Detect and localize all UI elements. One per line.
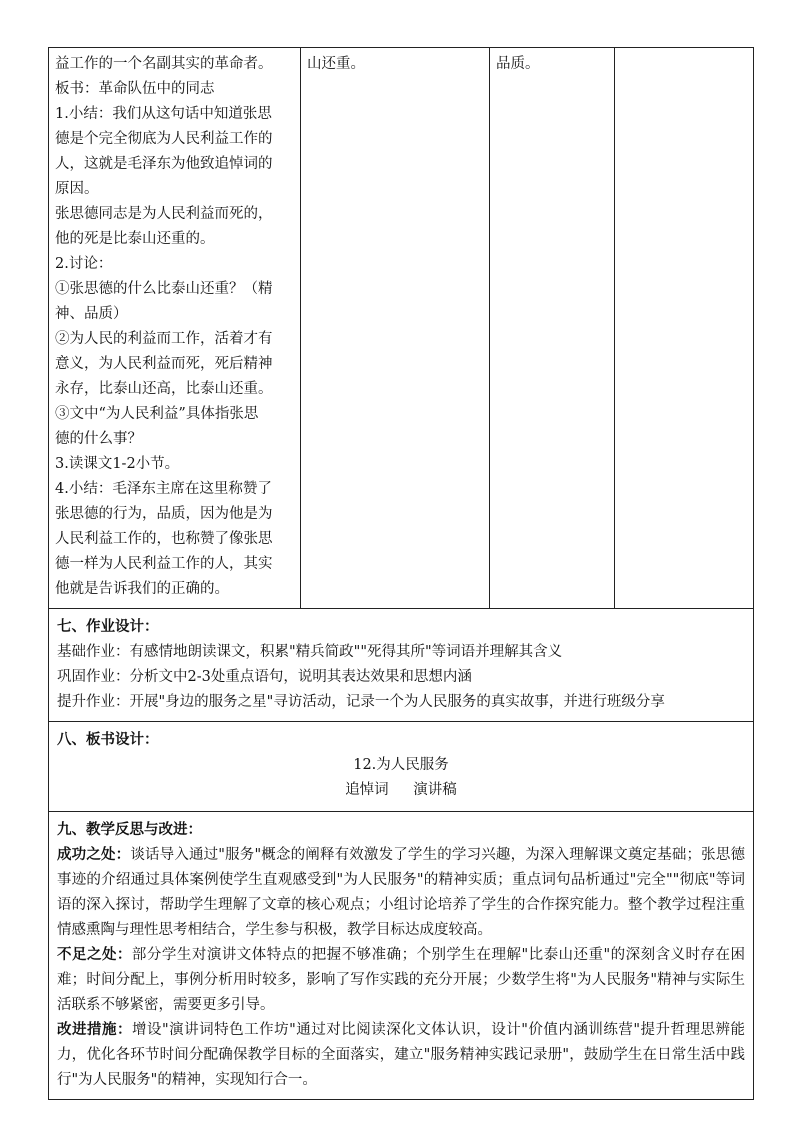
reflection-cell xyxy=(49,812,754,1100)
board-item-eulogy: 追悼词 xyxy=(345,782,389,798)
teacher-activity-line: 德的什么事？ xyxy=(55,431,142,447)
teaching-process-row xyxy=(49,48,754,609)
board-design-title: 八、板书设计： xyxy=(57,732,159,748)
teacher-activity-cell xyxy=(49,48,301,609)
board-heading: 12.为人民服务 xyxy=(353,757,449,773)
teacher-activity-line: 4.小结：毛泽东主席在这里称赞了 xyxy=(55,481,272,497)
teacher-activity-line: 张思德的行为，品质，因为他是为 xyxy=(55,506,273,522)
reflection-row xyxy=(49,812,754,1100)
reflection-improvement xyxy=(57,1018,745,1093)
design-intent-text: 品质。 xyxy=(496,56,540,72)
teacher-activity-line: 意义，为人民利益而死，死后精神 xyxy=(55,356,273,372)
weakness-label: 不足之处： xyxy=(57,947,132,963)
design-intent-cell xyxy=(490,48,615,609)
teacher-activity-line: 人民利益工作的，也称赞了像张思 xyxy=(55,531,273,547)
student-activity-cell xyxy=(301,48,490,609)
homework-cell xyxy=(49,609,754,722)
student-activity-text: 山还重。 xyxy=(307,56,365,72)
weakness-text: 部分学生对演讲文体特点的把握不够准确；个别学生在理解"比泰山还重"的深刻含义时存在困难；时间分配上，事例分析用时较多，影响了写作实践的充分开展；少数学生将"为人民服务"精神与实际生活联系不够紧密，需要更多引导。 xyxy=(57,947,746,1013)
success-label: 成功之处： xyxy=(57,847,131,863)
teacher-activity-line: 神、品质） xyxy=(55,306,128,322)
teacher-activity-line: 2.讨论： xyxy=(55,256,113,272)
board-design-cell xyxy=(49,722,754,812)
teacher-activity-line: 他的死是比泰山还重的。 xyxy=(55,231,215,247)
reflection-weakness xyxy=(57,943,745,1018)
board-design-row xyxy=(49,722,754,812)
lesson-plan-page xyxy=(48,47,753,1100)
lesson-plan-table xyxy=(48,47,754,1100)
notes-cell xyxy=(615,48,754,609)
teacher-activity-line: 德一样为人民利益工作的人，其实 xyxy=(55,556,273,572)
teacher-activity-line: 益工作的一个名副其实的革命者。 xyxy=(55,56,273,72)
improvement-text: 增设"演讲词特色工作坊"通过对比阅读深化文体认识，设计"价值内涵训练营"提升哲理思辨能力，优化各环节时间分配确保教学目标的全面落实，建立"服务精神实践记录册"，鼓励学生在日常生活中践行"为人民服务"的精神，实现知行合一。 xyxy=(57,1022,745,1088)
homework-row xyxy=(49,609,754,722)
homework-advanced: 提升作业：开展"身边的服务之星"寻访活动，记录一个为人民服务的真实故事，并进行班级分享 xyxy=(57,694,665,710)
teacher-activity-line: 板书：革命队伍中的同志 xyxy=(55,81,215,97)
improvement-label: 改进措施： xyxy=(57,1022,132,1038)
teacher-activity-line: 1.小结：我们从这句话中知道张思 xyxy=(55,106,272,122)
homework-consolidate: 巩固作业：分析文中2-3处重点语句，说明其表达效果和思想内涵 xyxy=(57,669,472,685)
board-item-speech: 演讲稿 xyxy=(413,782,457,798)
teacher-activity-line: 人，这就是毛泽东为他致追悼词的 xyxy=(55,156,273,172)
board-items xyxy=(57,778,745,803)
teacher-activity-line: 他就是告诉我们的正确的。 xyxy=(55,581,229,597)
reflection-success xyxy=(57,843,745,943)
teacher-activity-line: ①张思德的什么比泰山还重？（精 xyxy=(55,281,273,297)
success-text: 谈话导入通过"服务"概念的阐释有效激发了学生的学习兴趣，为深入理解课文奠定基础；张思德事迹的介绍通过具体案例使学生直观感受到"为人民服务"的精神实质；重点词句品析通过"完全""彻底"等词语的深入探讨，帮助学生理解了文章的核心观点；小组讨论培养了学生的合作探究能力。整个教学过程注重情感熏陶与理性思考相结合，学生参与积极，教学目标达成度较高。 xyxy=(57,847,746,938)
homework-basic: 基础作业：有感情地朗读课文，积累"精兵简政""死得其所"等词语并理解其含义 xyxy=(57,644,563,660)
teacher-activity-line: ②为人民的利益而工作，活着才有 xyxy=(55,331,273,347)
teacher-activity-line: 原因。 xyxy=(55,181,99,197)
teacher-activity-line: 德是个完全彻底为人民利益工作的 xyxy=(55,131,273,147)
teacher-activity-line: 永存，比泰山还高，比泰山还重。 xyxy=(55,381,273,397)
teacher-activity-line: 3.读课文1-2小节。 xyxy=(55,456,180,472)
reflection-title: 九、教学反思与改进： xyxy=(57,822,202,838)
teacher-activity-line: 张思德同志是为人民利益而死的， xyxy=(55,206,273,222)
teacher-activity-text xyxy=(55,52,294,602)
homework-title: 七、作业设计： xyxy=(57,619,159,635)
teacher-activity-line: ③文中“为人民利益”具体指张思 xyxy=(55,406,259,422)
